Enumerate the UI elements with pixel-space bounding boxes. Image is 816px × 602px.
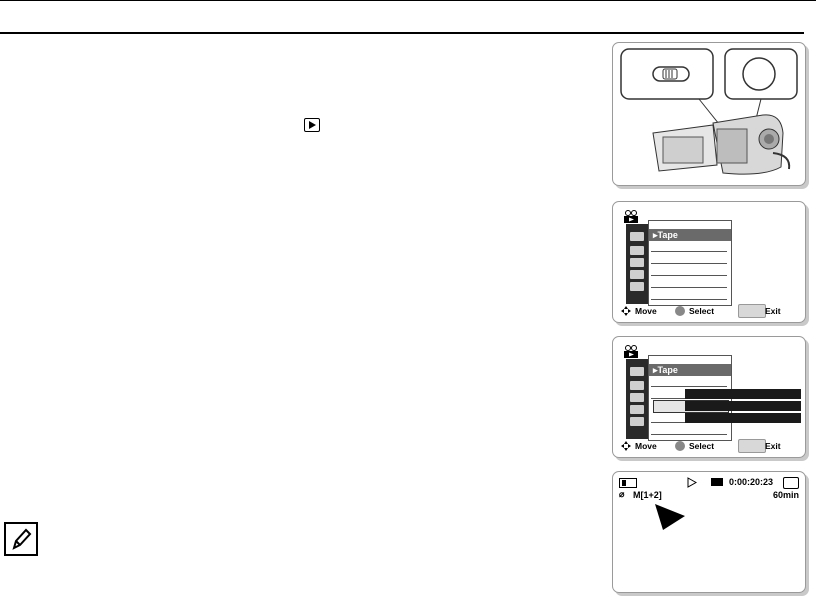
camcorder-illustration [613,43,805,185]
note-icon [4,522,38,556]
menu-title-row[interactable]: ▸Tape [649,364,731,376]
osd-status-bar [619,477,799,489]
menu-sidebar [626,224,648,304]
guide-move: Move [635,441,657,451]
play-mode-icon [304,118,320,132]
menu-title: Tape [657,230,678,240]
exit-button-icon [738,304,766,318]
guide-exit: Exit [765,306,781,316]
submenu-item[interactable] [685,389,801,399]
menu-title: Tape [657,365,678,375]
playback-osd-panel [612,471,806,593]
exit-button-icon [738,439,766,453]
timecode: 0:00:20:23 [729,477,774,487]
button-guide [617,440,801,454]
menu-title-row[interactable]: ▸Tape [649,229,731,241]
move-icon [621,441,631,451]
move-icon [621,306,631,316]
microphone-icon: ⌀ [619,489,625,499]
media-icon [711,478,723,486]
menu-list [648,220,732,306]
guide-move: Move [635,306,657,316]
battery-icon [619,478,637,488]
camera-icon [623,345,641,359]
menu-sidebar [626,359,648,439]
tape-remaining: 60min [772,490,799,500]
play-status-icon [687,477,697,488]
camcorder-illustration-panel [612,42,806,186]
select-icon [675,441,685,451]
button-guide [617,305,801,319]
guide-select: Select [689,306,715,316]
menu-screen-panel [612,201,806,323]
guide-exit: Exit [765,441,781,451]
pointer-arrow-icon [653,502,687,532]
select-icon [675,306,685,316]
audio-mode: M[1+2] [633,490,662,500]
menu-area [619,210,731,298]
submenu-item[interactable] [685,413,801,423]
top-rule [0,0,816,1]
header-rule [0,32,804,34]
submenu-screen-panel [612,336,806,458]
tape-icon [783,477,799,489]
guide-select: Select [689,441,715,451]
submenu-item[interactable] [685,401,801,411]
camera-icon [623,210,641,224]
